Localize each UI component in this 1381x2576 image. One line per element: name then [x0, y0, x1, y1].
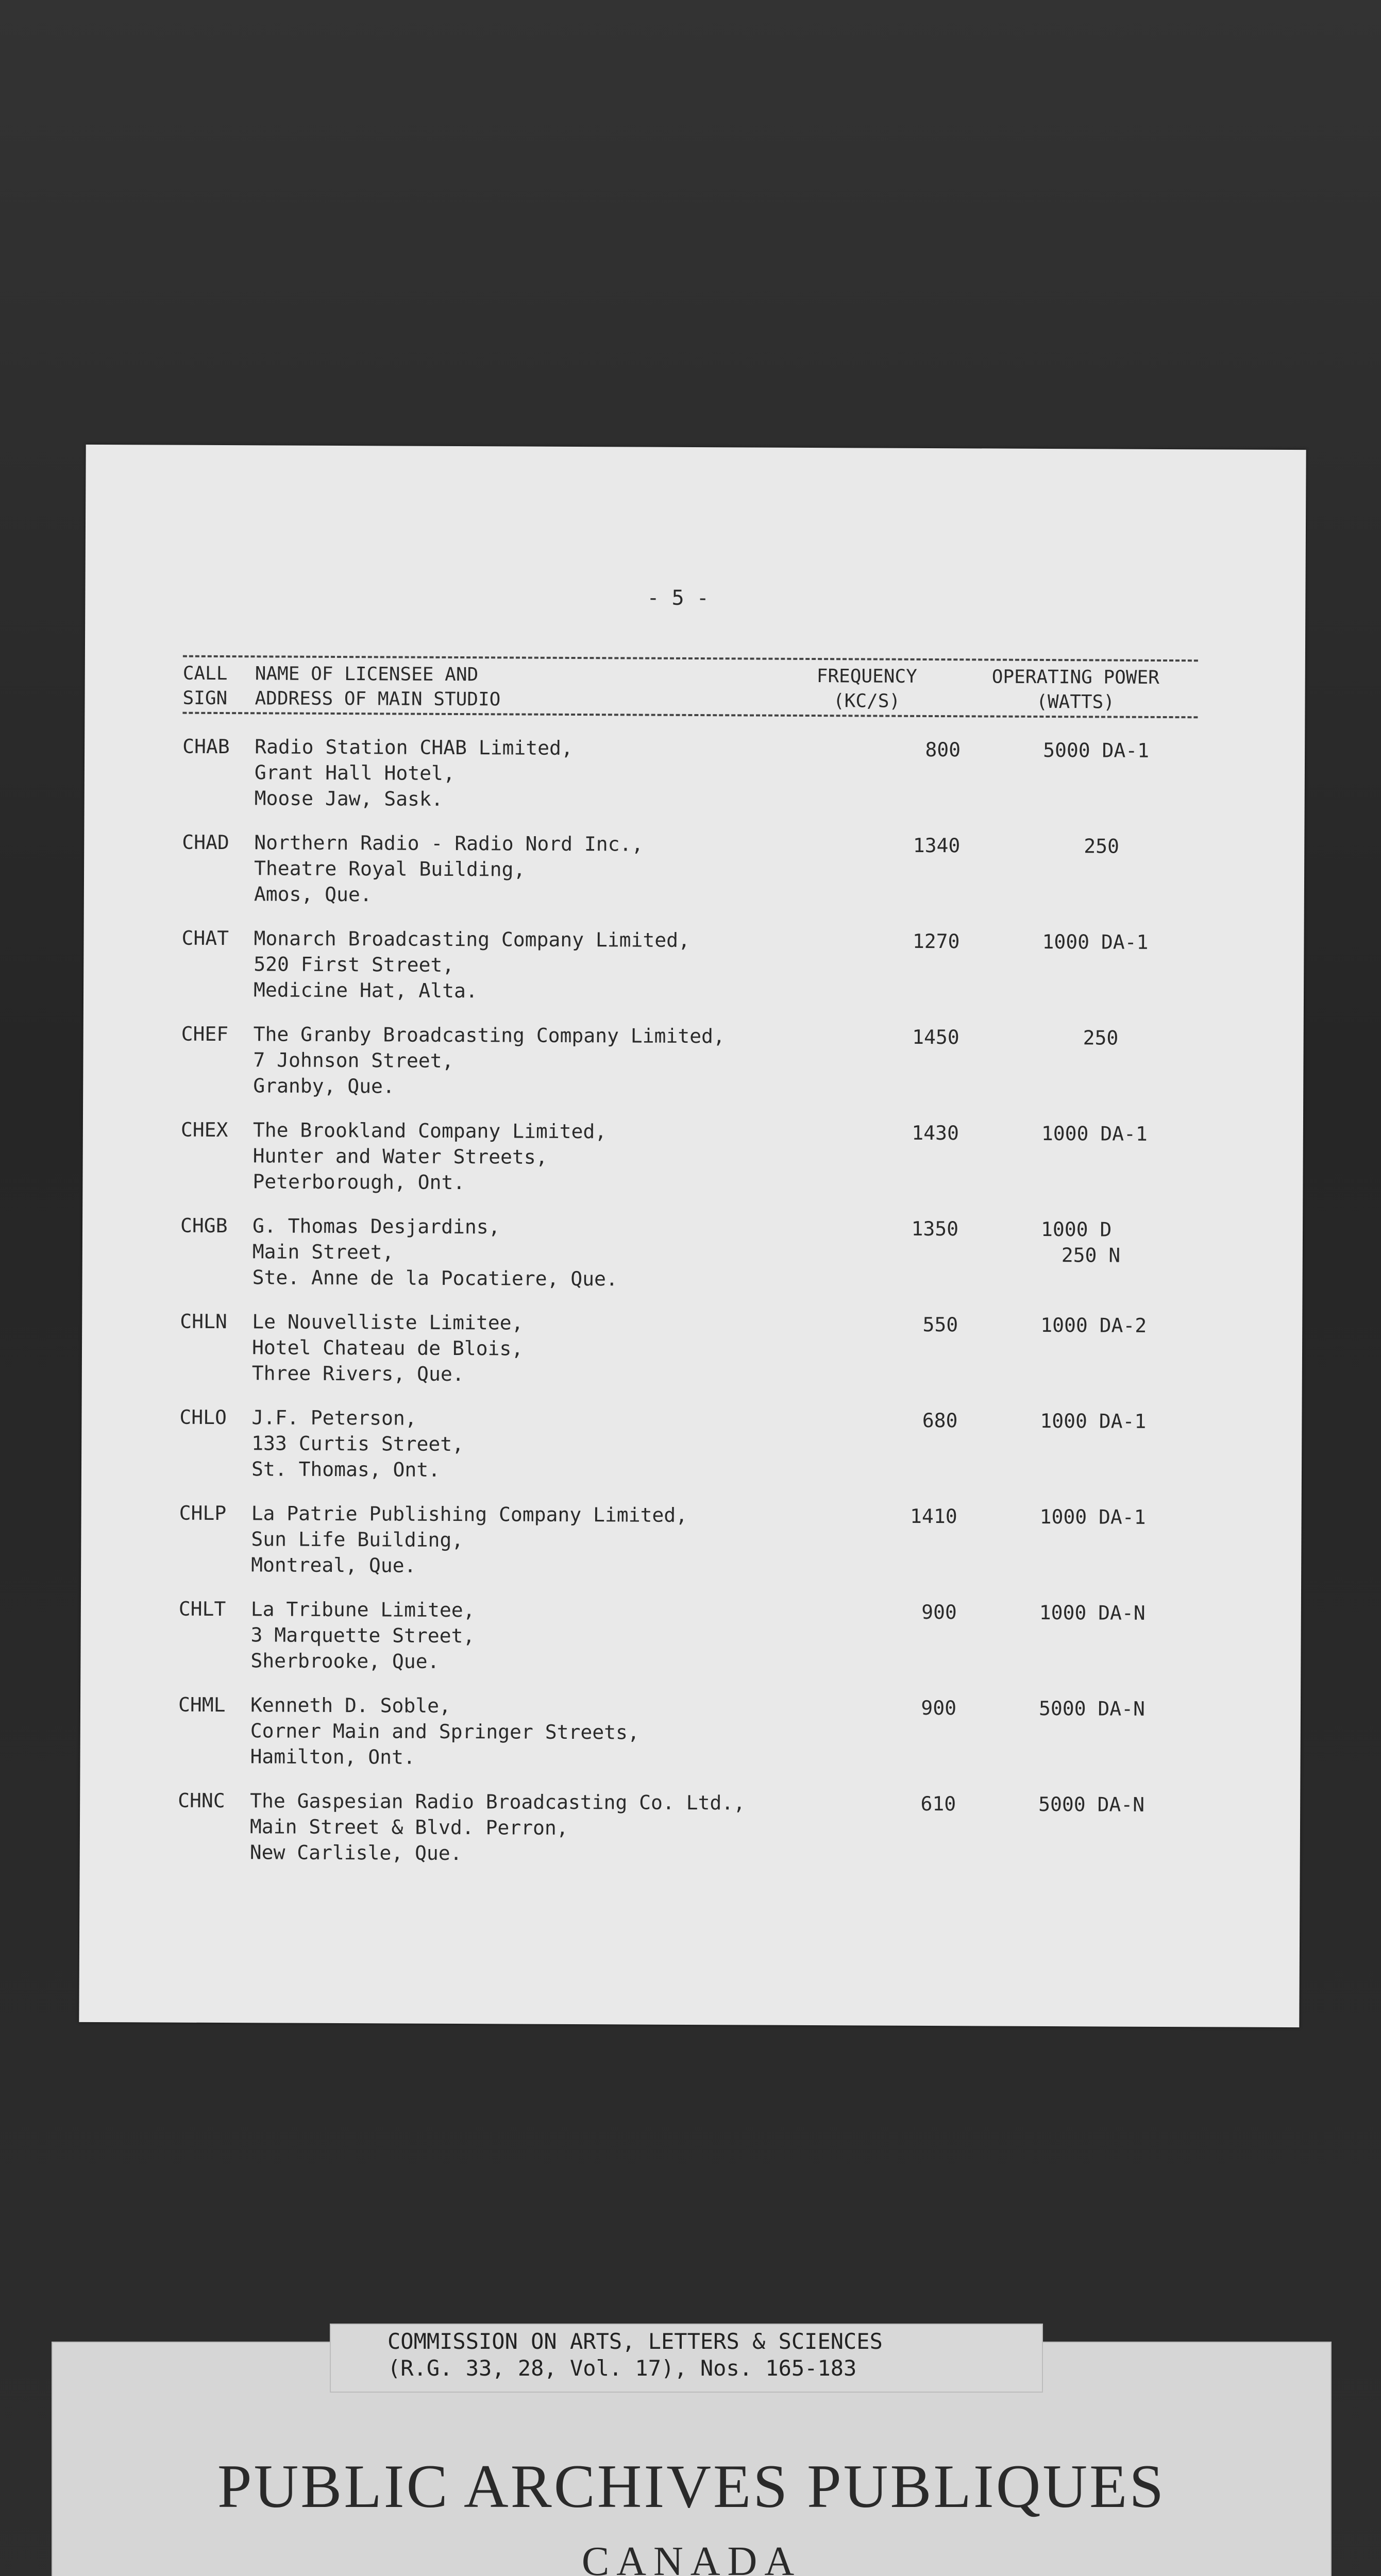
licensee-line: Hamilton, Ont. — [250, 1745, 415, 1769]
licensee-line: Main Street & Blvd. Perron, — [249, 1815, 568, 1839]
licensee-line: Monarch Broadcasting Company Limited, — [254, 927, 690, 952]
licensee-line: La Tribune Limitee, — [250, 1598, 475, 1622]
licensee-line: Medicine Hat, Alta. — [253, 978, 478, 1003]
licensee-line: 3 Marquette Street, — [250, 1623, 475, 1648]
licensee-line: Hunter and Water Streets, — [252, 1144, 548, 1168]
frequency-value: 550 — [922, 1313, 958, 1336]
power-value: 250 — [1083, 1026, 1119, 1049]
call-sign: CHEX — [180, 1118, 228, 1142]
station-entry — [82, 1308, 1303, 1406]
licensee-line: 7 Johnson Street, — [253, 1048, 454, 1072]
licensee-line: Peterborough, Ont. — [252, 1170, 465, 1194]
power-value: 5000 DA-1 — [1043, 738, 1150, 762]
power-value: 1000 DA-2 — [1040, 1313, 1147, 1337]
station-entry — [80, 1691, 1301, 1789]
power-value: 1000 DA-1 — [1039, 1505, 1146, 1529]
station-entry — [82, 1212, 1303, 1310]
frequency-value: 900 — [921, 1696, 957, 1720]
station-entry — [84, 733, 1305, 831]
power-value: 1000 DA-1 — [1040, 1409, 1147, 1433]
station-entry — [81, 1404, 1302, 1502]
banner-subtitle: CANADA — [581, 2539, 802, 2576]
station-entry — [83, 1021, 1304, 1118]
licensee-line: The Brookland Company Limited, — [252, 1118, 607, 1143]
licensee-line: Kenneth D. Soble, — [250, 1693, 451, 1717]
header-licensee: NAME OF LICENSEE AND ADDRESS OF MAIN STUDIO — [255, 663, 501, 710]
page-number: - 5 - — [647, 586, 709, 611]
licensee-line: Moose Jaw, Sask. — [254, 787, 443, 810]
licensee-line: La Patrie Publishing Company Limited, — [251, 1502, 688, 1527]
power-value: 1000 DA-1 — [1041, 1122, 1148, 1145]
power-value: 250 — [1084, 835, 1120, 858]
station-entry — [84, 829, 1305, 927]
document-page — [79, 445, 1306, 2027]
power-value: 1000 DA-1 — [1042, 930, 1149, 954]
licensee-line: Sun Life Building, — [251, 1528, 464, 1552]
call-sign: CHLT — [178, 1597, 226, 1621]
licensee-line: The Gaspesian Radio Broadcasting Co. Ltd., — [250, 1789, 746, 1815]
call-sign: CHLO — [179, 1405, 227, 1429]
power-value-night: 250 N — [1061, 1244, 1121, 1267]
power-value: 1000 D — [1040, 1217, 1112, 1241]
station-entry — [83, 925, 1304, 1023]
frequency-value: 1340 — [913, 834, 961, 857]
licensee-line: Ste. Anne de la Pocatiere, Que. — [252, 1266, 618, 1291]
call-sign: CHEF — [181, 1022, 229, 1046]
licensee-line: J.F. Peterson, — [251, 1406, 417, 1430]
station-entry — [80, 1596, 1301, 1693]
licensee-line: G. Thomas Desjardins, — [252, 1214, 500, 1239]
frequency-value: 1430 — [912, 1121, 959, 1145]
licensee-line: The Granby Broadcasting Company Limited, — [253, 1023, 725, 1048]
call-sign: CHLP — [179, 1501, 227, 1525]
header-rule-top — [183, 655, 1198, 662]
frequency-value: 610 — [920, 1792, 956, 1816]
power-value: 5000 DA-N — [1038, 1697, 1146, 1720]
call-sign: CHAD — [182, 831, 229, 854]
licensee-line: Northern Radio - Radio Nord Inc., — [254, 831, 644, 856]
licensee-line: Three Rivers, Que. — [251, 1362, 464, 1386]
station-entry — [80, 1787, 1301, 1885]
licensee-line: St. Thomas, Ont. — [251, 1458, 441, 1481]
header-power: OPERATING POWER (WATTS) — [991, 666, 1159, 713]
call-sign: CHML — [178, 1693, 226, 1717]
licensee-line: 520 First Street, — [254, 953, 454, 976]
licensee-line: Main Street, — [252, 1240, 394, 1264]
header-call-sign: CALL SIGN — [182, 663, 228, 709]
frequency-value: 680 — [922, 1409, 958, 1432]
station-entry — [81, 1500, 1302, 1598]
station-entry — [82, 1116, 1303, 1214]
licensee-line: New Carlisle, Que. — [249, 1841, 462, 1865]
archive-label-line1: COMMISSION ON ARTS, LETTERS & SCIENCES — [388, 2329, 883, 2354]
licensee-line: Granby, Que. — [253, 1074, 395, 1098]
power-value: 5000 DA-N — [1038, 1792, 1145, 1816]
licensee-line: Grant Hall Hotel, — [254, 761, 455, 785]
header-frequency: FREQUENCY (KC/S) — [816, 666, 917, 712]
power-value: 1000 DA-N — [1039, 1601, 1146, 1624]
licensee-line: Theatre Royal Building, — [254, 857, 526, 881]
frequency-value: 1350 — [911, 1217, 959, 1241]
banner-title: PUBLIC ARCHIVES PUBLIQUES — [217, 2452, 1166, 2520]
licensee-line: Corner Main and Springer Streets, — [250, 1719, 639, 1744]
licensee-line: Radio Station CHAB Limited, — [255, 735, 573, 759]
call-sign: CHAB — [182, 735, 230, 758]
frequency-value: 800 — [925, 738, 961, 761]
call-sign: CHLN — [180, 1310, 227, 1333]
call-sign: CHGB — [180, 1214, 228, 1238]
licensee-line: 133 Curtis Street, — [251, 1432, 464, 1456]
frequency-value: 1410 — [910, 1504, 957, 1528]
frequency-value: 1270 — [912, 929, 960, 953]
archive-label-line2: (R.G. 33, 28, Vol. 17), Nos. 165-183 — [388, 2355, 857, 2381]
frequency-value: 1450 — [912, 1025, 959, 1049]
frequency-value: 900 — [921, 1600, 957, 1624]
licensee-line: Amos, Que. — [254, 883, 372, 906]
call-sign: CHAT — [181, 926, 229, 950]
document-content — [79, 445, 1306, 2027]
licensee-line: Montreal, Que. — [251, 1553, 416, 1577]
call-sign: CHNC — [178, 1789, 225, 1812]
archive-reference-label — [330, 2324, 1043, 2393]
licensee-line: Le Nouvelliste Limitee, — [252, 1310, 524, 1334]
licensee-line: Sherbrooke, Que. — [250, 1649, 440, 1673]
licensee-line: Hotel Chateau de Blois, — [251, 1336, 524, 1360]
